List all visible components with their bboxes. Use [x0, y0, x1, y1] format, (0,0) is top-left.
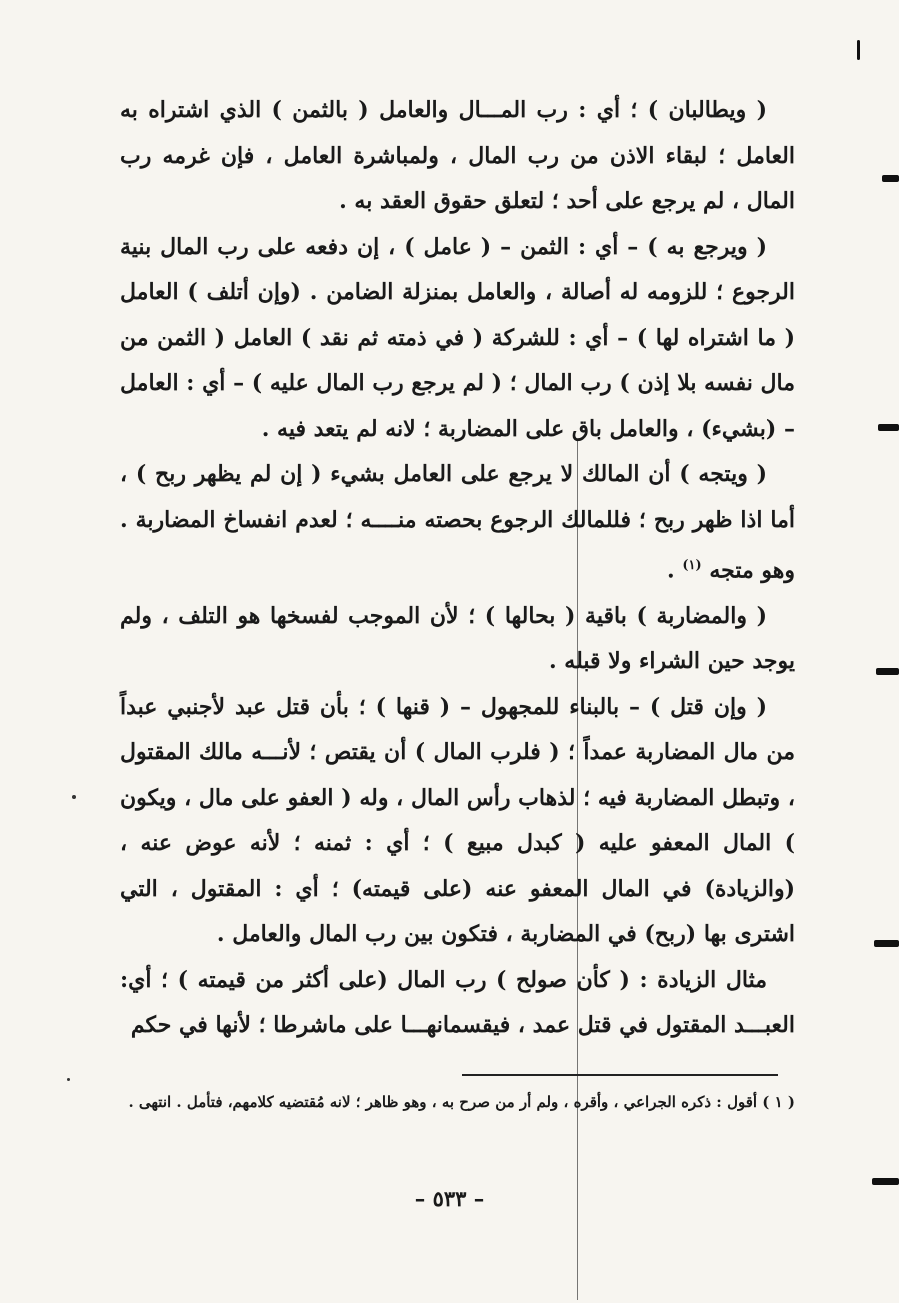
- paragraph: ( ويرجع به ) – أي : الثمن – ( عامل ) ، إن دفعه على رب المال بنية الرجوع ؛ للزومه له أصالة ، والعامل بمنزلة الضامن . (وإن أتلف ) العامل ( ما اشتراه لها ) – أي : للشركة ( في ذمته ثم نقد ) العامل ( الثمن من مال نفسه بلا إذن ) رب المال ؛ ( لم يرجع رب المال عليه ) – أي : العامل – (بشيء) ، والعامل باق على المضاربة ؛ لانه لم يتعد فيه .: [120, 233, 795, 442]
- page-number: – ٥٣٣ –: [414, 1186, 485, 1211]
- speck: [67, 1078, 70, 1081]
- paragraph: مثال الزيادة : ( كأن صولح ) رب المال (على أكثر من قيمته ) ؛ أي: العبـــد المقتول في قتل عمد ، فيقسمانهـــا على ماشرطا ؛ لأنها في حكم: [120, 966, 795, 1039]
- speck: [72, 795, 76, 799]
- paragraph: ( والمضاربة ) باقية ( بحالها ) ؛ لأن الموجب لفسخها هو التلف ، ولم يوجد حين الشراء ولا قبله .: [120, 602, 795, 675]
- edge-mark: [882, 175, 899, 182]
- footnote-reference: (١): [682, 558, 702, 573]
- body-text: [120, 88, 795, 1049]
- footnote: ( ١ ) أقول : ذكره الجراعي ، وأقره ، ولم أر من صرح به ، وهو ظاهر ؛ لانه مُقتضيه كلامهم، فتأمل . انتهى .: [128, 1093, 795, 1111]
- edge-mark: [874, 940, 899, 947]
- paragraph: ( ويتجه ) أن المالك لا يرجع على العامل بشيء ( إن لم يظهر ربح ) ، أما اذا ظهر ربح ؛ فللمالك الرجوع بحصته منــــه ؛ لعدم انفساخ المضاربة . وهو متجه $^{(١)}$ .: [120, 461, 795, 584]
- edge-mark: [876, 668, 899, 675]
- edge-mark: [878, 424, 899, 431]
- edge-mark: [857, 40, 860, 60]
- paragraph-text: ( ويتجه ) أن المالك لا يرجع على العامل بشيء ( إن لم يظهر ربح ) ، أما اذا ظهر ربح ؛ فللمالك الرجوع بحصته منــــه ؛ لعدم انفساخ المضاربة . وهو متجه: [120, 461, 795, 584]
- edge-mark: [872, 1178, 899, 1185]
- paragraph: ( ويطالبان ) ؛ أي : رب المـــال والعامل ( بالثمن ) الذي اشتراه به العامل ؛ لبقاء الاذن من رب المال ، ولمباشرة العامل ، فإن غرمه رب المال ، لم يرجع على أحد ؛ لتعلق حقوق العقد به .: [120, 97, 795, 214]
- footnote-separator: [462, 1074, 778, 1076]
- paragraph: ( وإن قتل ) – بالبناء للمجهول – ( قنها ) ؛ بأن قتل عبد لأجنبي عبداً من مال المضاربة عمداً ؛ ( فلرب المال ) أن يقتص ؛ لأنـــه مالك المقتول ، وتبطل المضاربة فيه ؛ لذهاب رأس المال ، وله ( العفو على مال ، ويكون ) المال المعفو عليه ( كبدل مبيع ) ؛ أي : ثمنه ؛ لأنه عوض عنه ، (والزيادة) في المال المعفو عنه (على قيمته) ؛ أي : المقتول ، التي اشترى بها (ربح) في المضاربة ، فتكون بين رب المال والعامل .: [120, 693, 795, 948]
